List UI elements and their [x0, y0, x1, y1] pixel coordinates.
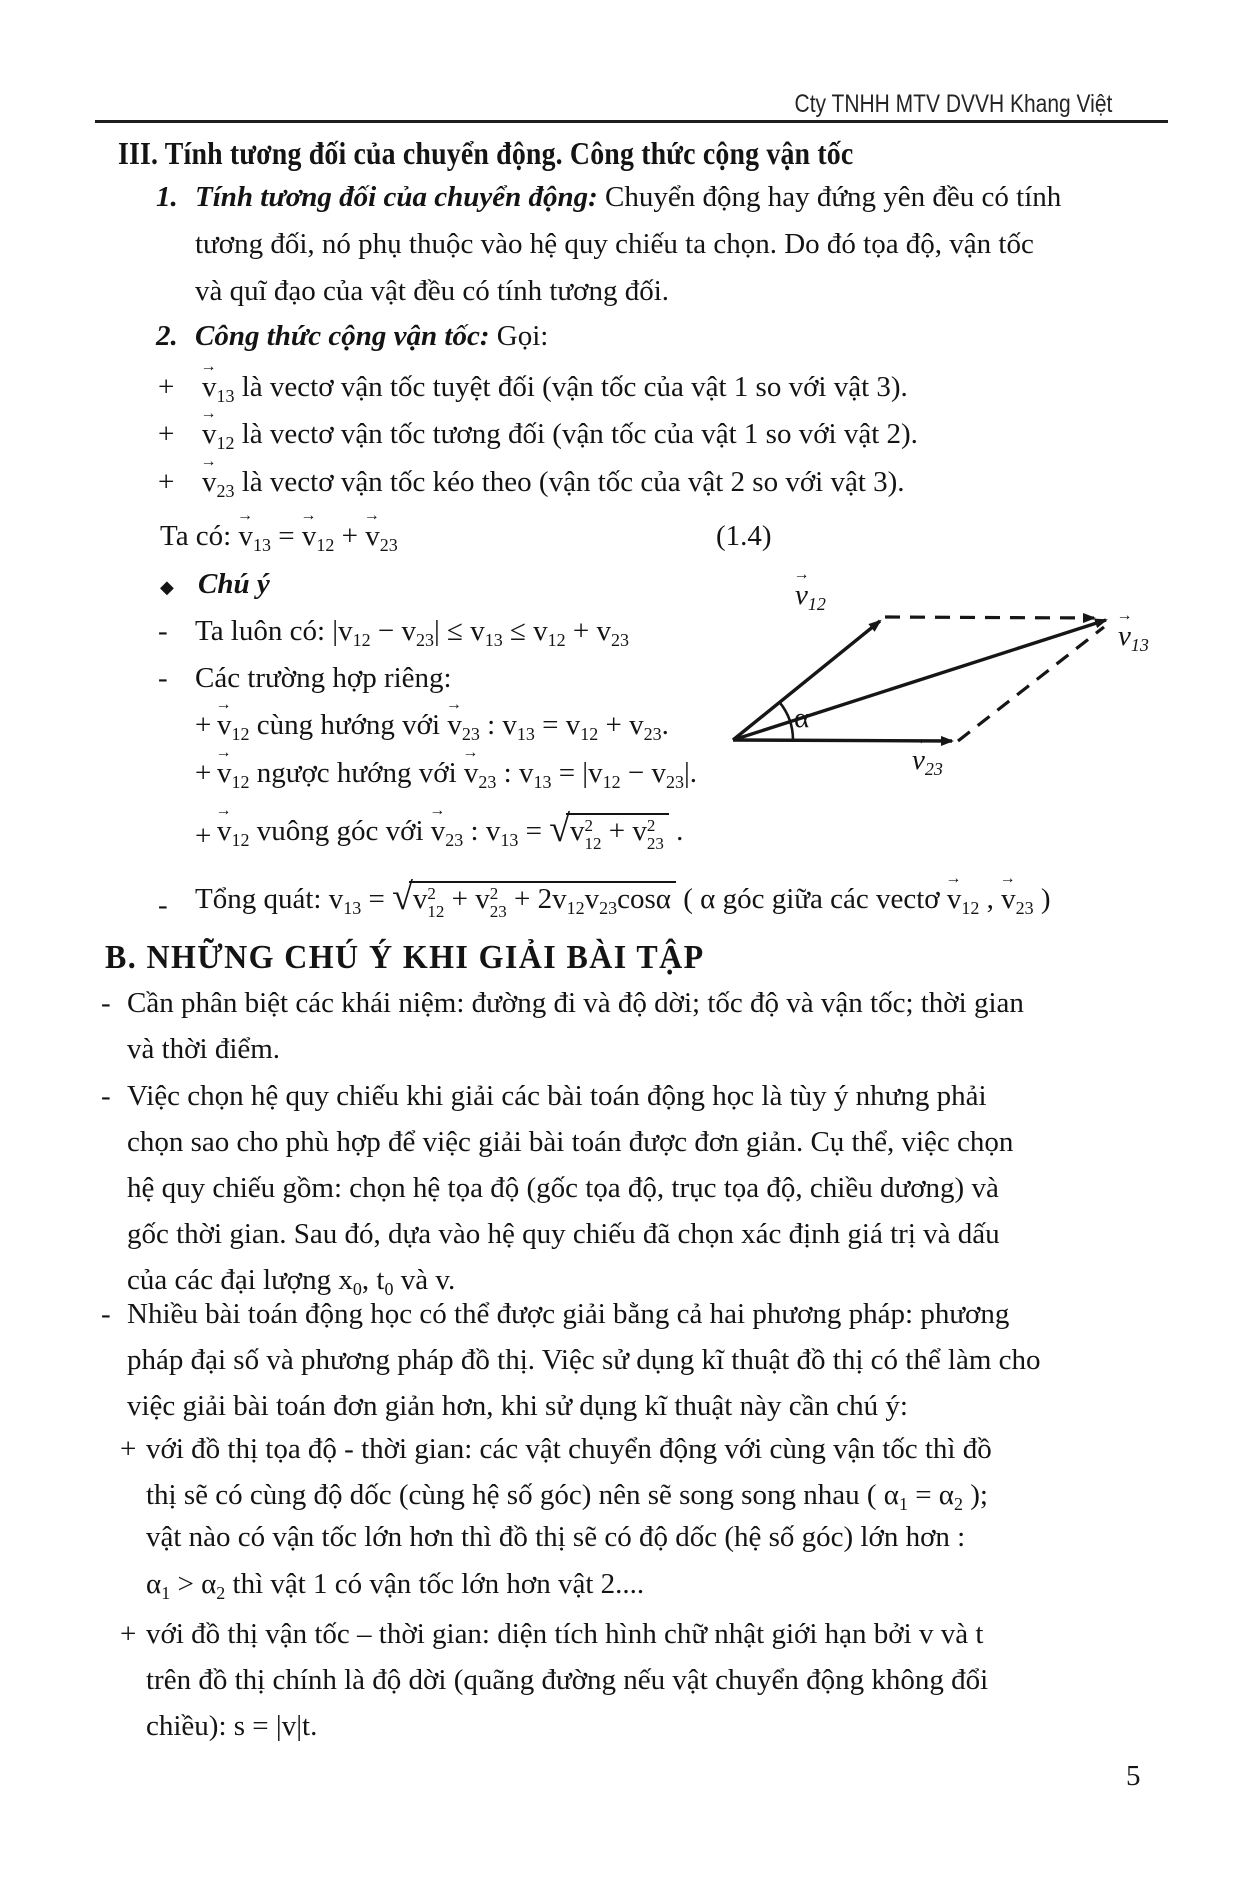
b-note-3-line-1: Nhiều bài toán động học có thể được giải bằng cả hai phương pháp: phương — [127, 1298, 1010, 1330]
vector-diagram — [690, 565, 1205, 817]
list-marker: ◆ — [160, 577, 174, 598]
b-note-2-line-3: hệ quy chiếu gồm: chọn hệ tọa độ (gốc tọa độ, trục tọa độ, chiều dương) và — [127, 1172, 999, 1204]
vector-symbol: v → $_{23}$ — [363, 507, 398, 555]
b-note-2-line-4: gốc thời gian. Sau đó, dựa vào hệ quy chiếu đã chọn xác định giá trị và dấu — [127, 1218, 1000, 1250]
b-sub-2-line-1: với đồ thị vận tốc – thời gian: diện tích hình chữ nhật giới hạn bởi v và t — [146, 1618, 984, 1650]
list-marker: + — [158, 418, 175, 450]
vector-symbol: v → $_{23}$ — [999, 869, 1034, 918]
b-note-3-line-2: pháp đại số và phương pháp đồ thị. Việc sử dụng kĩ thuật đồ thị có thể làm cho — [127, 1344, 1041, 1376]
case-opposite-direction: v → $_{12}$ ngược hướng với v → $_{23}$ : $v_{13} = |v_{12} - v_{23}|$. — [215, 744, 698, 792]
list-marker: + — [195, 820, 212, 852]
math-variable: $v_{23}$ — [629, 709, 662, 744]
list-marker: - — [101, 987, 111, 1019]
radicand: v 2 12 + v 2 23 — [566, 813, 669, 853]
vector-symbol: v → $_{23}$ — [429, 801, 464, 850]
figure-label-v12: → $v_{12}$ — [793, 566, 826, 614]
figure-label-v23: → $v_{23}$ — [910, 731, 943, 779]
case-same-direction: v → $_{12}$ cùng hướng với v → $_{23}$ : $v_{13} = v_{12} + v_{23}$. — [215, 696, 669, 744]
vector-arrow-icon: → — [215, 801, 232, 819]
vector-arrow-icon: → — [445, 696, 462, 713]
vector-symbol: v → $_{12}$ — [215, 696, 250, 744]
list-marker: - — [101, 1298, 111, 1330]
math-variable: $t_0$ — [376, 1264, 394, 1299]
vector-symbol: v → $_{12}$ — [200, 405, 235, 453]
list-marker: - — [158, 889, 168, 921]
list-marker: - — [158, 615, 168, 647]
vector-addition-figure — [690, 565, 1205, 817]
math-variable: $v_{23}$ — [596, 615, 629, 650]
def-v13: v → $_{13}$ là vectơ vận tốc tuyệt đối (vận tốc của vật 1 so với vật 3). — [200, 358, 908, 406]
math-variable: $v_{12}$ — [552, 882, 585, 918]
vector-arrow-icon: → — [200, 453, 217, 470]
list-marker: 2. — [156, 320, 178, 352]
vector-symbol: v → $_{13}$ — [237, 507, 271, 555]
math-variable: $x_0$ — [338, 1264, 362, 1299]
b-note-2-line-2: chọn sao cho phù hợp để việc giải bài toán được đơn giản. Cụ thể, việc chọn — [127, 1126, 1014, 1158]
b-note-2-line-5: của các đại lượng $x_0$, $t_0$ và v. — [127, 1264, 456, 1299]
sqrt-sign: √ — [549, 808, 571, 850]
section-b-heading: B. NHỮNG CHÚ Ý KHI GIẢI BÀI TẬP — [105, 939, 705, 976]
math-variable: $\alpha_1$ — [883, 1479, 908, 1514]
b-sub-1-line-2: thị sẽ có cùng độ dốc (cùng hệ số góc) nên sẽ song song nhau ( $\alpha_1 = \alpha_2$ ); — [146, 1479, 988, 1514]
math-variable: $\alpha_1$ — [146, 1568, 171, 1603]
math-variable: $v_{12}$ — [338, 615, 371, 650]
item-1-line-1: Tính tương đối của chuyển động: Chuyển động hay đứng yên đều có tính — [195, 181, 1062, 213]
math-variable: $v_{12}$ — [588, 757, 621, 792]
math-variable: v 2 12 — [570, 814, 602, 853]
square-root — [392, 878, 676, 921]
math-variable: v 2 23 — [475, 882, 507, 921]
vector-arrow-icon: → — [429, 801, 446, 819]
item-1-line-3: và quĩ đạo của vật đều có tính tương đối. — [195, 275, 669, 307]
vector-arrow-icon: → — [462, 744, 479, 761]
list-marker: + — [158, 371, 175, 403]
radicand: v 2 12 + v 2 23 + $2v_{12}v_{23}\cos\alpha$ — [409, 881, 676, 921]
figure-label-v13: → $v_{13}$ — [1116, 607, 1149, 655]
figure-label-alpha: α — [794, 702, 810, 734]
vector-symbol: v → $_{13}$ — [200, 358, 235, 406]
vector-symbol: v → $_{23}$ — [200, 453, 235, 501]
vector-arrow-icon: → — [215, 696, 232, 713]
sqrt-sign: √ — [392, 876, 413, 918]
vector-arrow-icon: → — [363, 507, 380, 524]
note-cases: Các trường hợp riêng: — [195, 662, 452, 694]
math-variable: $v_{12}$ — [533, 615, 566, 650]
def-v23: v → $_{23}$ là vectơ vận tốc kéo theo (vận tốc của vật 2 so với vật 3). — [200, 453, 905, 501]
vector-arrow-icon: → — [215, 744, 232, 761]
b-sub-1-line-3: vật nào có vận tốc lớn hơn thì đồ thị sẽ có độ dốc (hệ số góc) lớn hơn : — [146, 1521, 966, 1553]
vector-symbol: v → $_{12}$ — [300, 507, 335, 555]
vector-arrow-icon: → — [237, 507, 253, 524]
b-note-3-line-3: việc giải bài toán đơn giản hơn, khi sử dụng kĩ thuật này cần chú ý: — [127, 1390, 908, 1422]
vector-arrow-icon: → — [300, 507, 317, 524]
vector-arrow-icon: → — [1116, 607, 1133, 624]
b-note-2-line-1: Việc chọn hệ quy chiếu khi giải các bài toán động học là tùy ý nhưng phải — [127, 1080, 987, 1112]
parallelogram-top-dashed-side — [885, 617, 1094, 618]
b-sub-2-line-3: chiều): s = |v|t. — [146, 1710, 318, 1742]
math-variable: $\alpha_2$ — [938, 1479, 963, 1514]
note-inequality: Ta luôn có: $|v_{12} - v_{23}| \le v_{13} \le v_{12} + v_{23}$ — [195, 615, 629, 650]
equation-main: Ta có: v → $_{13}$ = v → $_{12}$ + v → $_{23}$ — [160, 507, 398, 555]
b-sub-1-line-1: với đồ thị tọa độ - thời gian: các vật chuyển động với cùng vận tốc thì đồ — [146, 1433, 992, 1465]
math-variable: $v_{13}$ — [485, 814, 519, 850]
page-number: 5 — [1126, 1760, 1141, 1792]
equation-number: (1.4) — [716, 520, 772, 552]
math-variable: v 2 23 — [632, 814, 664, 853]
b-sub-2-line-2: trên đồ thị chính là độ dời (quãng đường nếu vật chuyển động không đổi — [146, 1664, 989, 1696]
vector-arrow-icon: → — [793, 566, 810, 583]
list-marker: + — [120, 1618, 137, 1650]
b-sub-1-line-4: $\alpha_1 > \alpha_2$ thì vật 1 có vận tốc lớn hơn vật 2.... — [146, 1568, 645, 1603]
case-perpendicular: v → $_{12}$ vuông góc với v → $_{23}$ : $v_{13} = √v$ 2 12 + v 2 23 . — [215, 801, 684, 853]
page-header-company: Cty TNHH MTV DVVH Khang Việt — [794, 90, 1112, 118]
list-marker: + — [195, 709, 212, 741]
list-marker: 1. — [156, 181, 178, 213]
item-2: Công thức cộng vận tốc: Gọi: — [195, 320, 549, 352]
list-marker: + — [120, 1433, 137, 1465]
math-variable: $v_{13}$ — [502, 709, 535, 744]
math-variable: $v_{23}$ — [651, 757, 684, 792]
math-variable: $v_{23}$ — [584, 882, 618, 918]
math-variable: v 2 12 — [412, 882, 445, 921]
general-formula: Tổng quát: $v_{13} = √v$ 2 12 + v 2 23 + $2v_{12}v_{23}\cos\alpha$ ( α góc giữa các vectơ v → $_{12}$ , v → $_{23}$ ) — [195, 869, 1051, 921]
item-1-line-2: tương đối, nó phụ thuộc vào hệ quy chiếu ta chọn. Do đó tọa độ, vận tốc — [195, 228, 1034, 260]
math-variable: $v_{13}$ — [470, 615, 503, 650]
vector-symbol: v → $_{23}$ — [462, 744, 497, 792]
b-note-1-line-2: và thời điểm. — [127, 1033, 281, 1065]
page-title: III. Tính tương đối của chuyển động. Công thức cộng vận tốc — [118, 135, 854, 171]
vector-symbol: v → $_{23}$ — [445, 696, 480, 744]
list-marker: - — [158, 662, 168, 694]
note-heading: Chú ý — [198, 568, 270, 600]
square-root — [549, 810, 669, 853]
math-variable: $v_{12}$ — [565, 709, 599, 744]
list-marker: + — [195, 757, 212, 789]
math-variable: $v_{13}$ — [328, 882, 362, 918]
math-variable: $\alpha_2$ — [201, 1568, 226, 1603]
vector-symbol: v → $_{12}$ — [215, 801, 250, 850]
vector-symbol: v → $_{12}$ — [945, 869, 980, 918]
vector-arrow-icon: → — [999, 869, 1016, 887]
def-v12: v → $_{12}$ là vectơ vận tốc tương đối (vận tốc của vật 1 so với vật 2). — [200, 405, 918, 453]
vector-arrow-icon: → — [910, 731, 927, 748]
math-variable: $v_{23}$ — [401, 615, 434, 650]
vector-symbol: v → $_{12}$ — [215, 744, 250, 792]
list-marker: + — [158, 466, 175, 498]
header-rule — [95, 120, 1168, 123]
b-note-1-line-1: Cần phân biệt các khái niệm: đường đi và độ dời; tốc độ và vận tốc; thời gian — [127, 987, 1024, 1019]
vector-arrow-icon: → — [945, 869, 962, 887]
vector-arrow-icon: → — [200, 358, 217, 375]
math-variable: $v_{13}$ — [518, 757, 552, 792]
vector-arrow-icon: → — [200, 405, 217, 422]
list-marker: - — [101, 1080, 111, 1112]
